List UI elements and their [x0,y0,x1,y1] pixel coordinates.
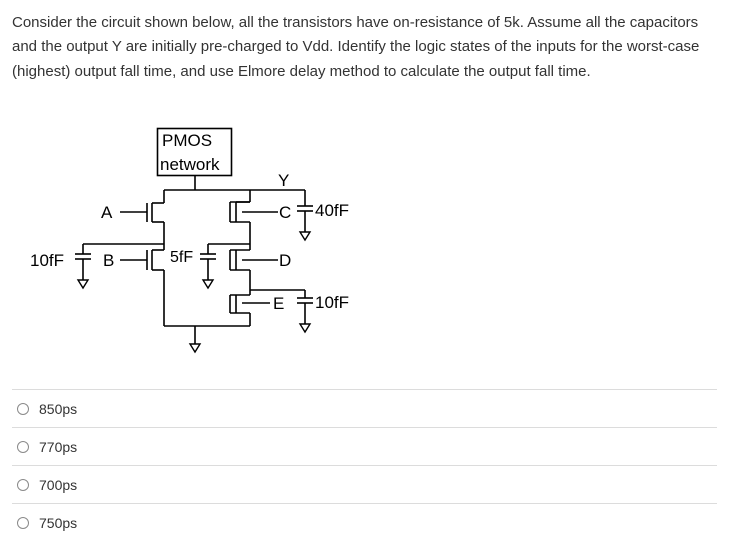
radio-icon[interactable] [17,517,29,529]
ground-icon [203,280,213,288]
output-label-y: Y [278,171,290,190]
option-label: 700ps [39,476,78,493]
option-2[interactable] [12,427,717,465]
input-label-b: B [103,251,115,270]
input-label-d: D [279,251,292,270]
cap-label-left: 10fF [30,251,65,270]
input-label-e: E [273,294,285,313]
radio-icon[interactable] [17,441,29,453]
circuit-diagram [0,110,729,370]
radio-icon[interactable] [17,403,29,415]
cap-label-mid: 5fF [170,249,194,266]
option-1[interactable] [12,389,717,427]
ground-icon [190,344,200,352]
cap-label-e: 10fF [315,293,350,312]
radio-icon[interactable] [17,479,29,491]
option-label: 750ps [39,514,78,531]
pmos-label-1: PMOS [162,131,213,150]
ground-icon [78,280,88,288]
pmos-label-2: network [160,155,220,174]
input-label-a: A [101,203,113,222]
cap-label-y: 40fF [315,201,350,220]
ground-icon [300,232,310,240]
answer-options [12,389,717,541]
option-label: 770ps [39,438,78,455]
input-label-c: C [279,203,292,222]
option-4[interactable] [12,503,717,541]
option-3[interactable] [12,465,717,503]
ground-icon [300,324,310,332]
question-text: Consider the circuit shown below, all the transistors have on-resistance of 5k. Assume all the capacitors and the output Y are initially pre-charged to Vdd. Identify the logic states of the inputs for the worst-case (highest) output fall time, and use Elmore delay method to calculate the output fall time. [12,14,700,80]
option-label: 850ps [39,400,78,417]
